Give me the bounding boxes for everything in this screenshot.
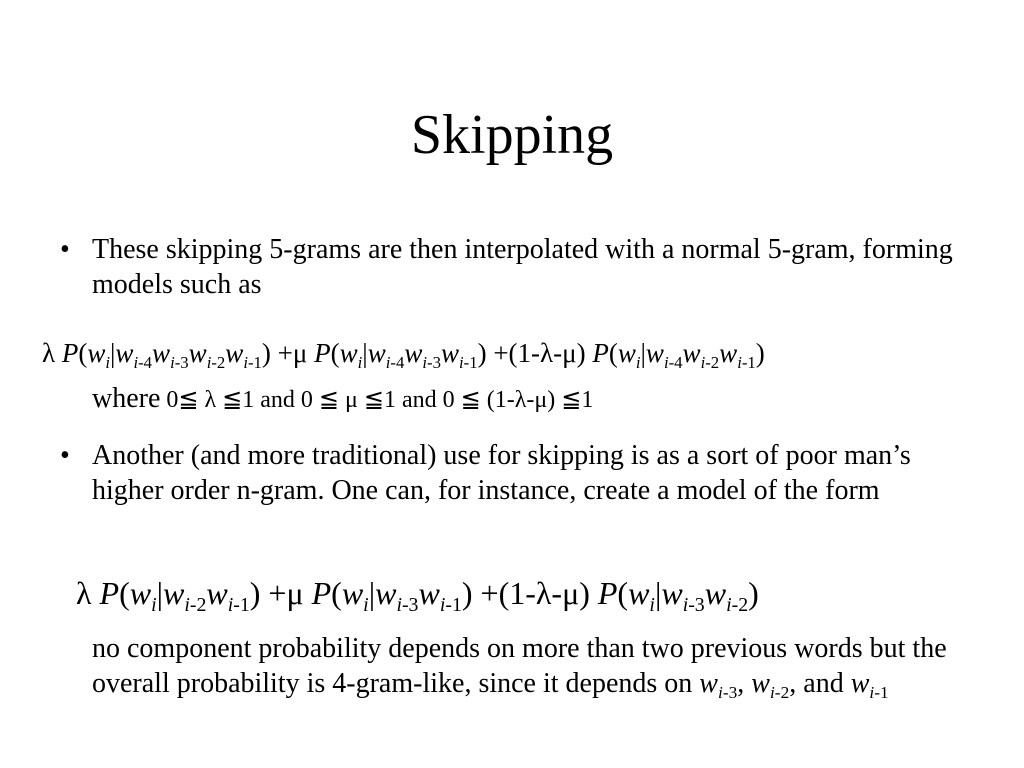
mu-symbol: μ [286, 575, 304, 611]
bullet-marker: • [60, 234, 70, 265]
formula-skipping-5gram: λ $P(w_i|w_{i-4}w_{i-3}w_{i-2}w_{i-1}) +\mu$ $P(w_i|w_{i-4}w_{i-3}w_{i-1}) +(1-\lambda-\mu)$ $P(w_i|w_{i-4}w_{i-2}w_{i-1})$ [42, 338, 765, 372]
explanation-paragraph: no component probability depends on more than two previous words but the overall probability is 4-gram-like, since it depends on $w_{i-3}$, $w_{i-2}$, and $w_{i-1}$ [92, 633, 947, 703]
constraints-line: where 0≦ λ ≦1 and 0 ≦ μ ≦1 and 0 ≦ (1-λ-μ) ≦1 [92, 383, 594, 414]
bullet-text: These skipping 5-grams are then interpolated with a normal 5-gram, forming models such as [92, 234, 953, 300]
bullet-item-2 [60, 438, 960, 548]
bullet-marker: • [60, 440, 70, 471]
lambda-symbol: λ [42, 338, 56, 368]
lambda-symbol: λ [76, 575, 92, 611]
formula-poor-mans-4gram: λ $P(w_i|w_{i-2}w_{i-1}) +\mu$ $P(w_i|w_{i-3}w_{i-1}) +(1-\lambda-\mu)$ $P(w_i|w_{i-3}w_{i-2})$ [76, 575, 759, 616]
slide-title: Skipping [410, 104, 614, 166]
bullet-text: Another (and more traditional) use for skipping is as a sort of poor man’s higher order n-gram. One can, for instance, create a model of the form [92, 440, 911, 506]
bullet-item-1 [60, 232, 960, 304]
mu-symbol: μ [292, 338, 308, 368]
